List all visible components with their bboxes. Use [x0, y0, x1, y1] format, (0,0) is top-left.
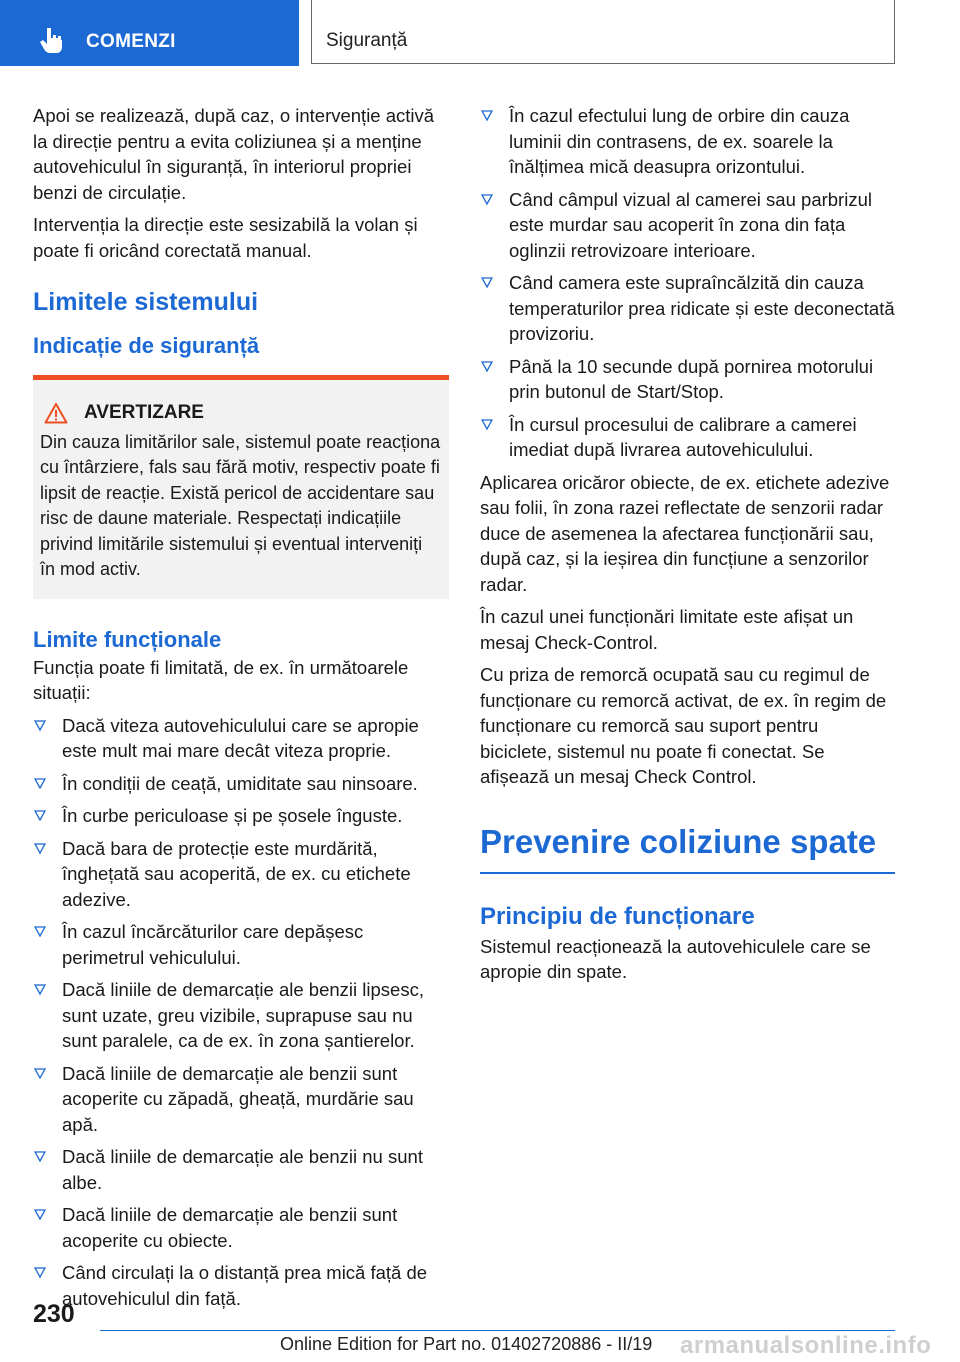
warning-header [44, 400, 441, 426]
triangle-bullet-icon [34, 720, 46, 732]
functional-intro: Funcția poate fi limitată, de ex. în următoarele situații: [33, 656, 409, 703]
list-item: În curbe periculoase și pe șosele înguste. [33, 803, 449, 829]
principle-text: Sistemul reacționează la autovehiculele care se apropie din spate. [480, 935, 871, 982]
list-item: În cazul efectului lung de orbire din cauza luminii din contrasens, de ex. soarele la înălțimea mică deasupra orizontului. [480, 103, 895, 180]
triangle-bullet-icon [34, 1209, 46, 1221]
triangle-bullet-icon [34, 1151, 46, 1163]
right-bullet-list [480, 103, 895, 463]
list-item: Când câmpul vizual al camerei sau parbrizul este murdar sau acoperit în zona din fața oglinzii retrovizoare interioare. [480, 187, 895, 264]
right-column [480, 103, 895, 992]
list-item: Până la 10 secunde după pornirea motorului prin butonul de Start/Stop. [480, 354, 895, 405]
triangle-bullet-icon [34, 778, 46, 790]
left-bullet-list [33, 713, 449, 1312]
heading-functional-limits: Limite funcționale [33, 626, 222, 652]
triangle-bullet-icon [34, 1267, 46, 1279]
list-item: Dacă viteza autovehiculului care se apropie este mult mai mare decât viteza proprie. [33, 713, 449, 764]
heading-safety-notice: Indicație de siguranță [33, 333, 260, 358]
triangle-bullet-icon [481, 361, 493, 373]
triangle-bullet-icon [34, 843, 46, 855]
radar-paragraph: Aplicarea oricăror obiecte, de ex. etichete adezive sau folii, în zona razei reflectate de senzorii radar duce de asemenea la afectarea funcționării sau, după caz, și la ieșirea din funcțiune a senzorilor radar. [480, 471, 890, 595]
footer-edition: Online Edition for Part no. 01402720886 - II/19 [280, 1334, 653, 1354]
intro-paragraph-2: Intervenția la direcție este sesizabilă la volan și poate fi oricând corectată manual. [33, 214, 418, 261]
triangle-bullet-icon [34, 926, 46, 938]
header-section [311, 0, 895, 64]
footer-divider [100, 1330, 895, 1331]
list-item: Dacă liniile de demarcație ale benzii lipsesc, sunt uzate, greu vizibile, suprapuse sau nu sunt paralele, ca de ex. în zona șantierelor. [33, 977, 449, 1054]
triangle-bullet-icon [481, 194, 493, 206]
list-item: În condiții de ceață, umiditate sau ninsoare. [33, 771, 449, 797]
triangle-bullet-icon [34, 810, 46, 822]
warning-triangle-icon [44, 402, 68, 424]
warning-title: AVERTIZARE [84, 402, 204, 423]
list-item: Când camera este supraîncălzită din cauza temperaturilor prea ridicate și este deconectată provizoriu. [480, 270, 895, 347]
list-item: Dacă bara de protecție este murdărită, înghețată sau acoperită, de ex. cu etichete adezive. [33, 836, 449, 913]
list-item: Dacă liniile de demarcație ale benzii nu sunt albe. [33, 1144, 449, 1195]
check-control-paragraph: În cazul unei funcționări limitate este afișat un mesaj Check-Control. [480, 606, 854, 653]
list-item: Dacă liniile de demarcație ale benzii sunt acoperite cu zăpadă, gheață, murdărie sau apă. [33, 1061, 449, 1138]
footer-watermark: armanualsonline.info [680, 1332, 932, 1359]
triangle-bullet-icon [481, 419, 493, 431]
triangle-bullet-icon [481, 110, 493, 122]
triangle-bullet-icon [481, 277, 493, 289]
warning-text: Din cauza limitărilor sale, sistemul poate reacționa cu întârziere, fals sau fără motiv, respectiv poate fi lipsit de reacție. Există pericol de accidentare sau risc de daune materiale. Respectați indicațiile privind limitările sistemului și eventual interveniți în mod activ. [40, 431, 441, 579]
triangle-bullet-icon [34, 984, 46, 996]
trailer-paragraph: Cu priza de remorcă ocupată sau cu regimul de funcționare cu remorcă activat, de ex. în regim de funcționare cu remorcă sau suport pentru biciclete, sistemul nu poate fi conectat. Se afișează un mesaj Check Control. [480, 664, 887, 787]
hand-pointer-icon [38, 26, 66, 54]
warning-box [33, 375, 449, 599]
heading-rear-collision: Prevenire coliziune spate [480, 820, 895, 874]
header-tab-comenzi[interactable] [0, 0, 299, 66]
triangle-bullet-icon [34, 1068, 46, 1080]
list-item: În cazul încărcăturilor care depășesc perimetrul vehiculului. [33, 919, 449, 970]
page-number: 230 [33, 1300, 75, 1328]
left-column [33, 103, 449, 1318]
section-title: Siguranță [326, 30, 408, 51]
heading-system-limits: Limitele sistemului [33, 288, 259, 316]
heading-principle: Principiu de funcționare [480, 902, 755, 930]
intro-paragraph-1: Apoi se realizează, după caz, o intervenție activă la direcție pentru a evita coliziunea și a menține autovehiculul în siguranță, în interiorul propriei benzi de circulație. [33, 105, 435, 203]
list-item: Dacă liniile de demarcație ale benzii sunt acoperite cu obiecte. [33, 1202, 449, 1253]
list-item: Când circulați la o distanță prea mică față de autovehiculul din față. [33, 1260, 449, 1311]
header-tab-label: COMENZI [86, 31, 176, 52]
list-item: În cursul procesului de calibrare a camerei imediat după livrarea autovehiculului. [480, 412, 895, 463]
